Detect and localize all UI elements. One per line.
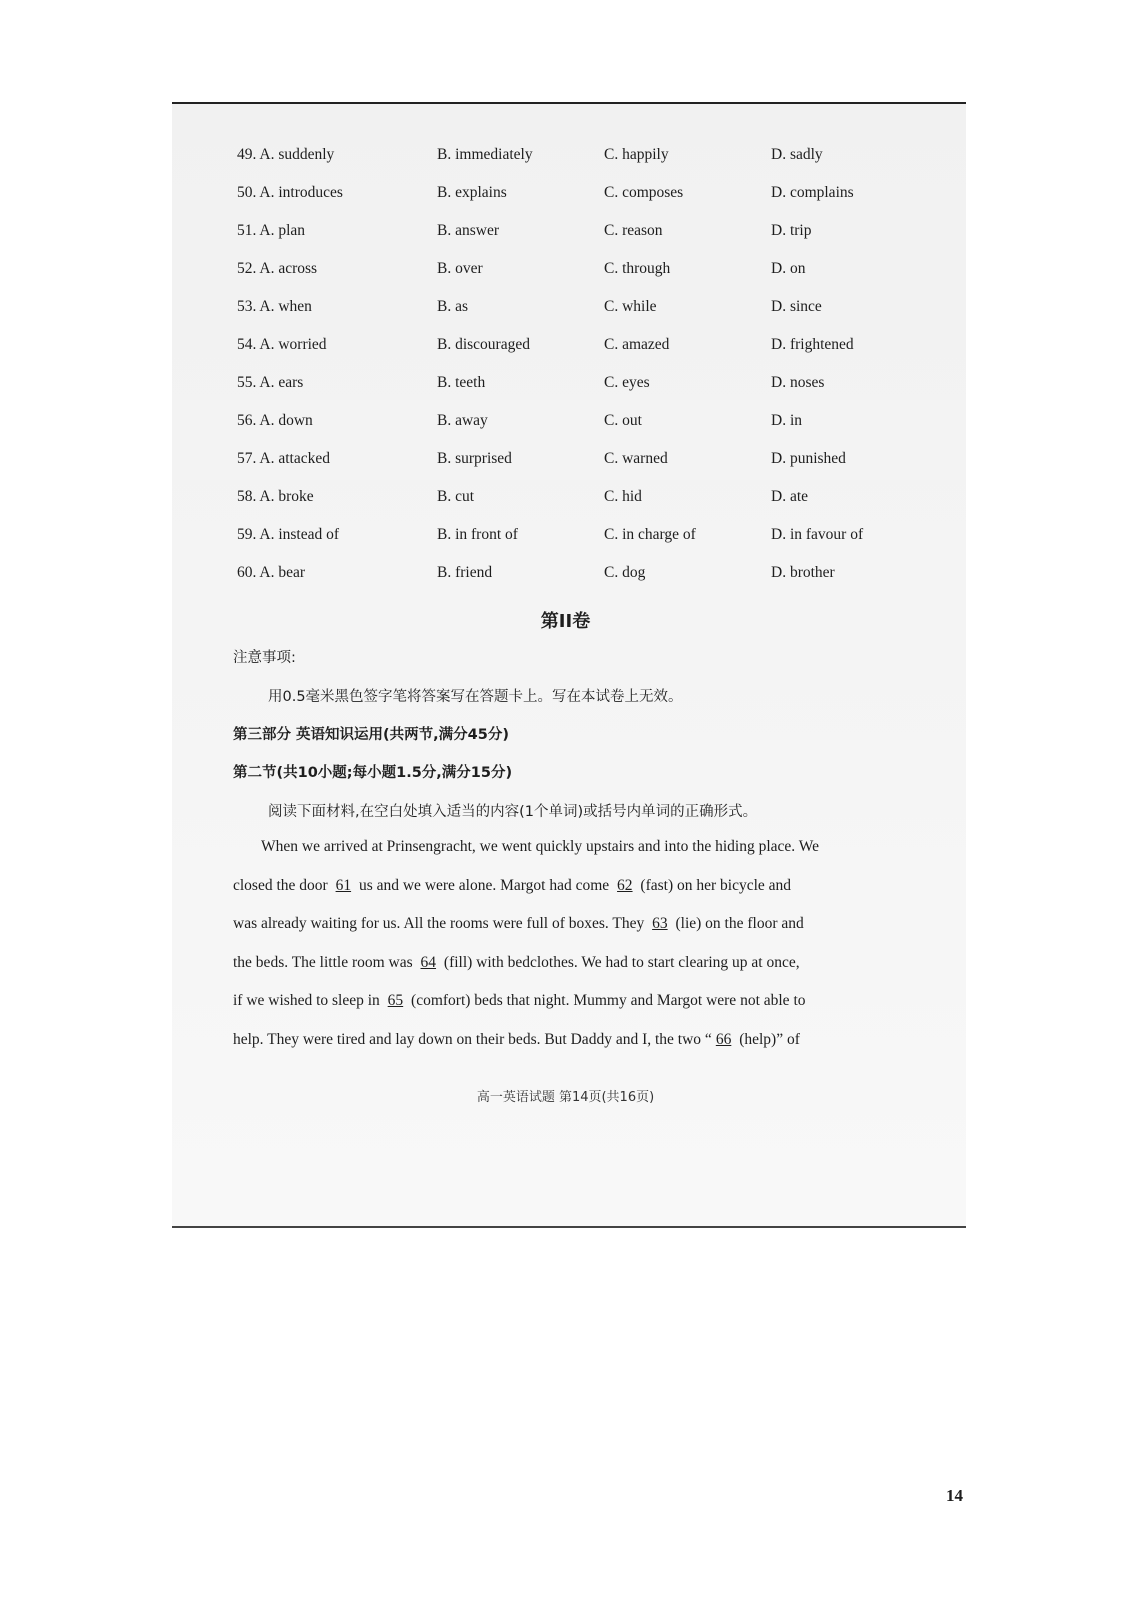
blank-61[interactable]: 61 [335, 876, 352, 894]
passage-text: was already waiting for us. All the rooms were full of boxes. They [233, 915, 645, 932]
option-b: B. teeth [437, 374, 486, 391]
passage-text: (comfort) beds that night. Mummy and Margot were not able to [411, 992, 806, 1009]
blank-63[interactable]: 63 [652, 915, 668, 932]
option-b: B. over [437, 260, 483, 277]
option-c: C. happily [604, 146, 669, 163]
option-d: D. brother [771, 564, 835, 581]
passage-text: (fast) on her bicycle and [640, 876, 792, 894]
section2-title: 第二节(共10小题;每小题1.5分,满分15分) [233, 765, 513, 781]
notice-label: 注意事项: [233, 650, 296, 666]
option-a: 52. A. across [237, 260, 318, 277]
option-d: D. in [771, 412, 802, 429]
page-number: 14 [946, 1486, 963, 1505]
bottom-rule [172, 1226, 966, 1228]
passage-text: (help)” of [739, 1030, 800, 1048]
option-a: 59. A. instead of [237, 526, 340, 543]
option-b: B. away [437, 412, 488, 429]
passage-text: the beds. The little room was [233, 953, 413, 971]
option-d: D. frightened [771, 336, 854, 353]
option-c: C. through [604, 260, 671, 277]
passage-text: When we arrived at Prinsengracht, we went quickly upstairs and into the hiding place. We [261, 838, 820, 855]
passage-text: (lie) on the floor and [675, 915, 804, 932]
passage-line [233, 944, 871, 983]
option-c: C. while [604, 298, 657, 315]
passage-line [233, 1021, 871, 1060]
option-c: C. reason [604, 222, 663, 239]
part-title: 第三部分 英语知识运用(共两节,满分45分) [233, 727, 509, 743]
option-c: C. warned [604, 450, 668, 467]
blank-65[interactable]: 65 [387, 992, 404, 1009]
passage [233, 828, 871, 1059]
option-d: D. in favour of [771, 526, 864, 543]
blank-62[interactable]: 62 [617, 876, 633, 894]
option-b: B. discouraged [437, 336, 530, 353]
option-b: B. in front of [437, 526, 518, 543]
notice-text: 用0.5毫米黑色签字笔将答案写在答题卡上。写在本试卷上无效。 [268, 689, 683, 705]
option-a: 54. A. worried [237, 336, 327, 353]
option-a: 55. A. ears [237, 374, 304, 391]
option-d: D. on [771, 260, 806, 277]
passage-line [233, 867, 871, 906]
option-d: D. complains [771, 184, 854, 201]
passage-text: if we wished to sleep in [233, 992, 380, 1009]
option-a: 56. A. down [237, 412, 313, 429]
option-a: 49. A. suddenly [237, 146, 335, 163]
option-d: D. ate [771, 488, 809, 505]
passage-line [233, 982, 871, 1021]
instruction: 阅读下面材料,在空白处填入适当的内容(1个单词)或括号内单词的正确形式。 [268, 804, 758, 820]
option-d: D. trip [771, 222, 812, 239]
passage-line [233, 905, 871, 944]
section-title: 第II卷 [540, 611, 591, 632]
passage-text: (fill) with bedclothes. We had to start clearing up at once, [443, 953, 800, 971]
option-b: B. answer [437, 222, 499, 239]
option-b: B. cut [437, 488, 475, 505]
option-a: 50. A. introduces [237, 184, 343, 201]
option-a: 51. A. plan [237, 222, 306, 239]
option-d: D. since [771, 298, 822, 315]
option-d: D. punished [771, 450, 846, 467]
option-b: B. immediately [437, 146, 533, 163]
passage-text: closed the door [233, 876, 328, 894]
page-footer: 高一英语试题 第14页(共16页) [476, 1090, 655, 1105]
option-b: B. explains [437, 184, 507, 201]
blank-64[interactable]: 64 [420, 953, 437, 971]
option-c: C. composes [604, 184, 684, 201]
option-c: C. in charge of [604, 526, 696, 543]
option-a: 57. A. attacked [237, 450, 330, 467]
option-b: B. surprised [437, 450, 512, 467]
blank-66[interactable]: 66 [715, 1030, 732, 1048]
option-c: C. hid [604, 488, 642, 505]
option-d: D. sadly [771, 146, 823, 163]
passage-text: help. They were tired and lay down on their beds. But Daddy and I, the two “ [233, 1030, 712, 1048]
passage-line [233, 828, 871, 867]
option-d: D. noses [771, 374, 825, 391]
option-c: C. out [604, 412, 642, 429]
option-a: 60. A. bear [237, 564, 306, 581]
option-c: C. eyes [604, 374, 650, 391]
option-b: B. as [437, 298, 468, 315]
option-b: B. friend [437, 564, 493, 581]
option-a: 58. A. broke [237, 488, 314, 505]
option-a: 53. A. when [237, 298, 312, 315]
option-c: C. amazed [604, 336, 670, 353]
passage-text: us and we were alone. Margot had come [358, 876, 610, 894]
option-c: C. dog [604, 564, 646, 581]
top-rule [172, 102, 966, 104]
